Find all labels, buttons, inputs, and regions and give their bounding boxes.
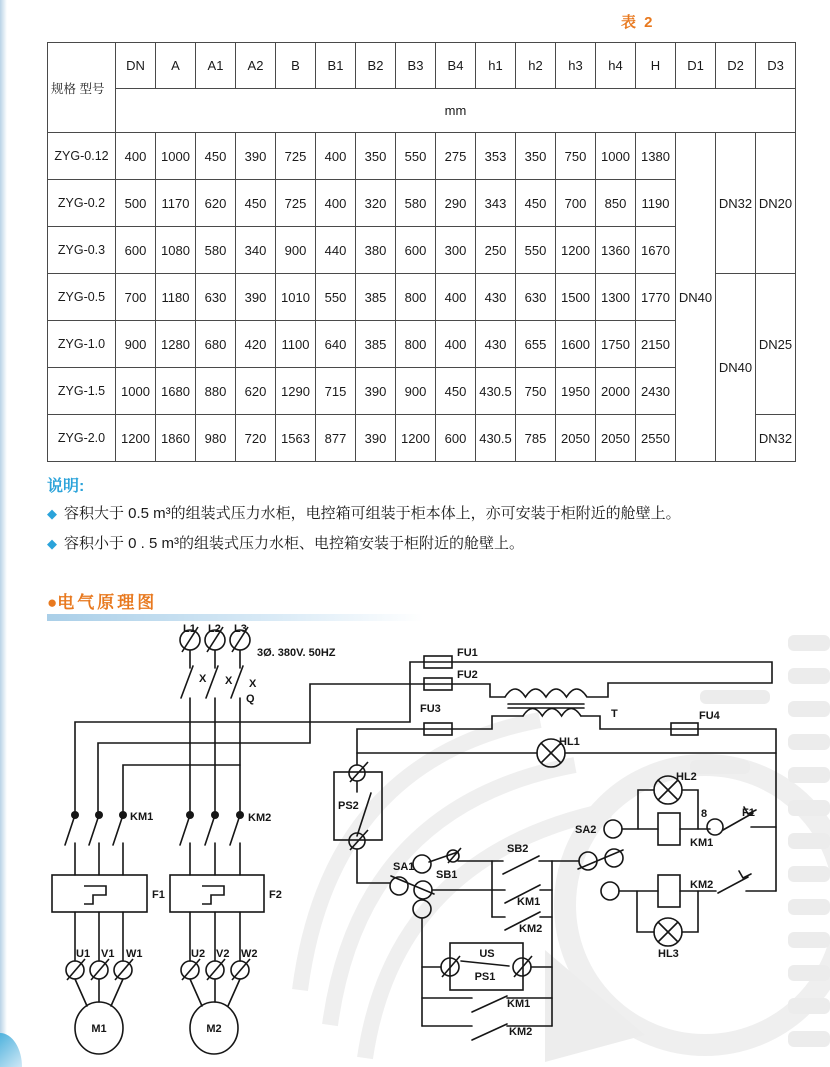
label-sb1: SB1 (436, 869, 458, 881)
value-cell: 620 (196, 180, 236, 227)
value-cell: 400 (436, 321, 476, 368)
label-fu2: FU2 (457, 669, 478, 681)
label-km1-bank: KM1 (130, 811, 154, 823)
value-cell: 2430 (636, 368, 676, 415)
value-cell: 400 (116, 133, 156, 180)
value-cell: 680 (196, 321, 236, 368)
value-cell: 340 (236, 227, 276, 274)
column-header: h1 (476, 43, 516, 89)
label-m2: M2 (206, 1023, 222, 1035)
value-cell: 1280 (156, 321, 196, 368)
value-cell: 390 (236, 274, 276, 321)
sa2-selector-terminal (605, 849, 623, 867)
value-cell: 630 (516, 274, 556, 321)
value-cell: 353 (476, 133, 516, 180)
value-cell: 900 (396, 368, 436, 415)
motor-terminal-icon (181, 959, 200, 980)
f1-contact-terminal (707, 819, 723, 835)
label-x3: X (249, 678, 257, 690)
value-cell: 750 (516, 368, 556, 415)
label-sa1: SA1 (393, 861, 415, 873)
value-cell: 450 (436, 368, 476, 415)
motor-terminal-icon (66, 959, 85, 980)
model-cell: ZYG-0.12 (48, 133, 116, 180)
note-item (47, 531, 792, 557)
value-cell: 250 (476, 227, 516, 274)
value-cell: 1180 (156, 274, 196, 321)
value-cell: 2050 (596, 415, 636, 462)
diamond-bullet-icon: ◆ (47, 506, 57, 521)
label-sb2: SB2 (507, 843, 529, 855)
value-cell: 1000 (156, 133, 196, 180)
value-cell: 2050 (556, 415, 596, 462)
label-l3: L3 (234, 623, 247, 635)
column-header: B3 (396, 43, 436, 89)
label-terminal-8: 8 (701, 808, 708, 820)
bullet-dot-icon: ● (47, 593, 58, 612)
value-cell: 655 (516, 321, 556, 368)
value-cell: 725 (276, 180, 316, 227)
value-cell: 630 (196, 274, 236, 321)
value-cell: 550 (316, 274, 356, 321)
value-cell: 343 (476, 180, 516, 227)
column-header: h2 (516, 43, 556, 89)
value-cell: 580 (396, 180, 436, 227)
value-cell: 450 (516, 180, 556, 227)
column-header: DN (116, 43, 156, 89)
merged-d1-cell: DN40 (676, 133, 716, 462)
value-cell: 600 (116, 227, 156, 274)
label-f2-box: F2 (269, 889, 282, 901)
notes-section (47, 477, 792, 557)
diamond-bullet-icon: ◆ (47, 536, 57, 551)
value-cell: 450 (196, 133, 236, 180)
label-hl3: HL3 (658, 948, 679, 960)
merged-d3-cell: DN25 (756, 274, 796, 415)
value-cell: 400 (436, 274, 476, 321)
spec-table (47, 42, 796, 462)
table-row (48, 133, 796, 180)
value-cell: 620 (236, 368, 276, 415)
motor-terminal-icon (231, 959, 250, 980)
value-cell: 430 (476, 321, 516, 368)
value-cell: 430.5 (476, 415, 516, 462)
label-us: US (479, 948, 495, 960)
value-cell: 880 (196, 368, 236, 415)
thermal-element-icon (84, 886, 106, 904)
value-cell: 390 (236, 133, 276, 180)
label-l1: L1 (183, 623, 196, 635)
value-cell: 700 (116, 274, 156, 321)
sa1-terminal (413, 855, 431, 873)
value-cell: 640 (316, 321, 356, 368)
label-u1: U1 (76, 948, 91, 960)
column-header: D3 (756, 43, 796, 89)
circuit-heading-text: 电气原理图 (57, 593, 158, 612)
value-cell: 1950 (556, 368, 596, 415)
model-cell: ZYG-0.3 (48, 227, 116, 274)
value-cell: 580 (196, 227, 236, 274)
value-cell: 1190 (636, 180, 676, 227)
label-t: T (611, 708, 618, 720)
value-cell: 380 (356, 227, 396, 274)
value-cell: 385 (356, 274, 396, 321)
label-m1: M1 (91, 1023, 107, 1035)
value-cell: 450 (236, 180, 276, 227)
label-u2: U2 (191, 948, 206, 960)
label-fu1: FU1 (457, 647, 478, 659)
electrical-schematic (40, 615, 830, 1067)
value-cell: 1200 (116, 415, 156, 462)
value-cell: 600 (396, 227, 436, 274)
km2-row-terminal (601, 882, 619, 900)
value-cell: 800 (396, 274, 436, 321)
value-cell: 900 (116, 321, 156, 368)
column-header: H (636, 43, 676, 89)
label-q: Q (246, 693, 255, 705)
value-cell: 2150 (636, 321, 676, 368)
motor-terminal-icon (206, 959, 225, 980)
label-ps1: PS1 (474, 971, 496, 983)
label-x1: X (199, 673, 207, 685)
page-edge-gradient (0, 0, 7, 1067)
merged-d2-cell: DN40 (716, 274, 756, 462)
value-cell: 400 (316, 180, 356, 227)
value-cell: 275 (436, 133, 476, 180)
value-cell: 290 (436, 180, 476, 227)
value-cell: 350 (516, 133, 556, 180)
km1-coil-icon (658, 813, 680, 845)
watermark-graphic (300, 635, 830, 1062)
column-header: B4 (436, 43, 476, 89)
column-header: D2 (716, 43, 756, 89)
label-v1: V1 (101, 948, 115, 960)
value-cell: 715 (316, 368, 356, 415)
value-cell: 800 (396, 321, 436, 368)
value-cell: 1000 (596, 133, 636, 180)
value-cell: 1670 (636, 227, 676, 274)
value-cell: 500 (116, 180, 156, 227)
value-cell: 420 (236, 321, 276, 368)
value-cell: 1500 (556, 274, 596, 321)
label-l2: L2 (208, 623, 221, 635)
value-cell: 600 (436, 415, 476, 462)
contact-pivot-dots (71, 811, 244, 819)
value-cell: 1290 (276, 368, 316, 415)
label-supply: 3Ø. 380V. 50HZ (257, 647, 336, 659)
label-ps2: PS2 (338, 800, 359, 812)
value-cell: 850 (596, 180, 636, 227)
label-hl1: HL1 (559, 736, 580, 748)
model-cell: ZYG-1.5 (48, 368, 116, 415)
value-cell: 1680 (156, 368, 196, 415)
value-cell: 350 (356, 133, 396, 180)
label-sa2: SA2 (575, 824, 597, 836)
value-cell: 1300 (596, 274, 636, 321)
column-header: A (156, 43, 196, 89)
km1-row-terminal (604, 820, 622, 838)
value-cell: 725 (276, 133, 316, 180)
model-cell: ZYG-0.2 (48, 180, 116, 227)
column-header: B2 (356, 43, 396, 89)
label-km2-bottom: KM2 (509, 1026, 533, 1038)
unit-row-cell: mm (116, 89, 796, 133)
value-cell: 1770 (636, 274, 676, 321)
thermal-relay-f1-box (52, 875, 147, 912)
note-text: 容积大于 0.5 m³的组装式压力水柜，电控箱可组装于柜本体上，亦可安装于柜附近的舱壁上。 (64, 505, 681, 522)
label-km1-coil: KM1 (690, 837, 714, 849)
label-km2-bank: KM2 (248, 812, 272, 824)
column-header: B (276, 43, 316, 89)
merged-d3-cell: DN32 (756, 415, 796, 462)
column-header: h4 (596, 43, 636, 89)
thermal-element-icon (202, 886, 224, 904)
lamp-hl3-icon (654, 918, 682, 946)
value-cell: 1380 (636, 133, 676, 180)
table-caption: 表 2 (621, 14, 655, 31)
thermal-relay-f2-box (170, 875, 264, 912)
value-cell: 700 (556, 180, 596, 227)
corner-header: 规格 型号 (48, 43, 116, 133)
column-header: A2 (236, 43, 276, 89)
value-cell: 400 (316, 133, 356, 180)
value-cell: 1563 (276, 415, 316, 462)
merged-d3-cell: DN20 (756, 133, 796, 274)
value-cell: 1860 (156, 415, 196, 462)
label-fu4: FU4 (699, 710, 720, 722)
value-cell: 550 (516, 227, 556, 274)
value-cell: 1000 (116, 368, 156, 415)
column-header: B1 (316, 43, 356, 89)
value-cell: 390 (356, 368, 396, 415)
notes-title: 说明: (47, 478, 85, 495)
column-header: A1 (196, 43, 236, 89)
value-cell: 877 (316, 415, 356, 462)
merged-d2-cell: DN32 (716, 133, 756, 274)
value-cell: 300 (436, 227, 476, 274)
label-v2: V2 (216, 948, 230, 960)
label-km1-aux: KM1 (517, 896, 541, 908)
value-cell: 785 (516, 415, 556, 462)
value-cell: 320 (356, 180, 396, 227)
column-header: h3 (556, 43, 596, 89)
value-cell: 1100 (276, 321, 316, 368)
label-f1-contact: F1 (742, 807, 755, 819)
km2-coil-icon (658, 875, 680, 907)
motor-terminal-icon (90, 959, 109, 980)
value-cell: 385 (356, 321, 396, 368)
label-w2: W2 (241, 948, 258, 960)
value-cell: 2550 (636, 415, 676, 462)
value-cell: 1360 (596, 227, 636, 274)
value-cell: 1600 (556, 321, 596, 368)
value-cell: 1200 (396, 415, 436, 462)
model-cell: ZYG-0.5 (48, 274, 116, 321)
label-f1-box: F1 (152, 889, 165, 901)
model-cell: ZYG-1.0 (48, 321, 116, 368)
value-cell: 390 (356, 415, 396, 462)
label-km2-coil: KM2 (690, 879, 714, 891)
model-cell: ZYG-2.0 (48, 415, 116, 462)
note-item (47, 501, 792, 527)
page-corner-decoration (0, 1033, 22, 1067)
label-x2: X (225, 675, 233, 687)
value-cell: 980 (196, 415, 236, 462)
label-hl2: HL2 (676, 771, 697, 783)
note-text: 容积小于 0 . 5 m³的组装式压力水柜、电控箱安装于柜附近的舱壁上。 (64, 535, 525, 552)
value-cell: 1750 (596, 321, 636, 368)
motor-terminal-icon (114, 959, 133, 980)
value-cell: 550 (396, 133, 436, 180)
label-km1-bottom: KM1 (507, 998, 531, 1010)
value-cell: 900 (276, 227, 316, 274)
value-cell: 1080 (156, 227, 196, 274)
value-cell: 720 (236, 415, 276, 462)
value-cell: 430 (476, 274, 516, 321)
label-km2-aux: KM2 (519, 923, 543, 935)
value-cell: 750 (556, 133, 596, 180)
value-cell: 1010 (276, 274, 316, 321)
value-cell: 430.5 (476, 368, 516, 415)
value-cell: 2000 (596, 368, 636, 415)
value-cell: 1170 (156, 180, 196, 227)
label-fu3: FU3 (420, 703, 441, 715)
value-cell: 440 (316, 227, 356, 274)
label-w1: W1 (126, 948, 143, 960)
column-header: D1 (676, 43, 716, 89)
value-cell: 1200 (556, 227, 596, 274)
